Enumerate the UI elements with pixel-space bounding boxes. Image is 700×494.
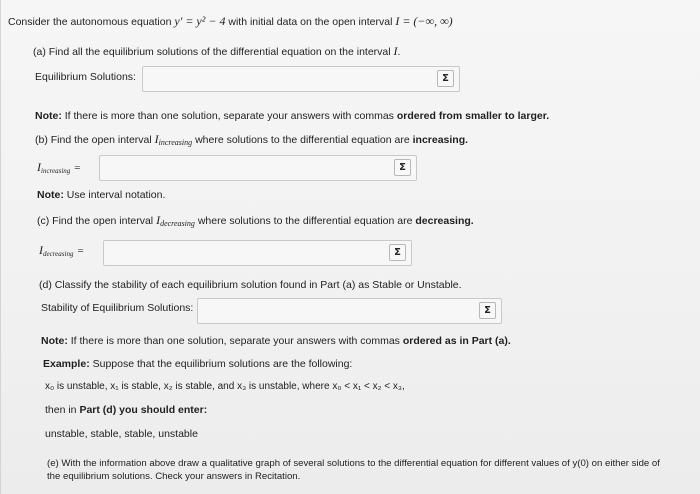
sigma-icon[interactable]: Σ (394, 159, 411, 176)
note-1-label: Note: (35, 110, 62, 122)
increasing-interval-input[interactable] (99, 155, 417, 181)
example-part-0: x₀ is unstable, (45, 381, 108, 392)
intro-line (8, 14, 453, 29)
part-a-interval: I (393, 44, 398, 58)
part-b-subscript: increasing (158, 138, 193, 147)
increasing-label-symbol: I (37, 160, 41, 174)
equilibrium-label: Equilibrium Solutions: (35, 71, 136, 83)
part-e-line-2: the equilibrium solutions. Check your answers in Recitation. (47, 471, 301, 482)
increasing-label: Iincreasing = (37, 160, 81, 175)
note-2-label: Note: (37, 189, 64, 201)
part-b-prefix: (b) Find the open interval (35, 134, 152, 146)
example-text: Suppose that the equilibrium solutions are the following: (92, 358, 353, 370)
example-stability-line (45, 381, 405, 392)
example-heading (43, 358, 352, 370)
note-1-text: If there is more than one solution, separate your answers with commas (64, 110, 394, 122)
sigma-icon[interactable]: Σ (389, 244, 406, 261)
decreasing-label-subscript: decreasing (43, 250, 74, 258)
example-then-prefix: then in (45, 404, 77, 416)
example-part-4: x₀ < x₁ < x₂ < x₃, (332, 381, 405, 392)
example-part-1: x₁ is stable, (110, 381, 161, 392)
note-3-text: If there is more than one solution, separate your answers with commas (70, 335, 400, 347)
decreasing-label: Idecreasing = (39, 243, 84, 258)
stability-label: Stability of Equilibrium Solutions: (41, 302, 194, 314)
part-c-suffix: where solutions to the differential equation are (197, 215, 413, 227)
example-label: Example: (43, 358, 90, 370)
intro-interval: I = (−∞, ∞) (395, 14, 453, 28)
stability-input[interactable] (197, 298, 502, 324)
note-1-bold: ordered from smaller to larger. (396, 110, 550, 122)
part-c-question (37, 213, 474, 228)
note-3-label: Note: (41, 335, 68, 347)
example-then-bold: Part (d) you should enter: (79, 404, 208, 416)
part-e-line-1: (e) With the information above draw a qualitative graph of several solutions to the differential equation for different values of y(0) on either side of (47, 458, 660, 469)
note-3 (41, 335, 511, 347)
example-part-2: x₂ is stable, and (163, 381, 235, 392)
note-1 (35, 110, 549, 122)
part-a-text: (a) Find all the equilibrium solutions of the differential equation on the interval (33, 46, 391, 58)
example-then-line (45, 404, 207, 416)
intro-prefix: Consider the autonomous equation (8, 16, 172, 28)
equilibrium-solutions-input[interactable] (142, 66, 460, 92)
example-part-3: x₃ is unstable, where (237, 381, 330, 392)
note-2-text: Use interval notation. (66, 189, 166, 201)
part-b-symbol: I (154, 132, 159, 146)
part-b-question (35, 132, 468, 147)
part-c-symbol: I (156, 213, 161, 227)
part-a-question: (a) Find all the equilibrium solutions of the differential equation on the interval I. (33, 44, 401, 58)
intro-middle: with initial data on the open interval (228, 16, 393, 28)
part-b-suffix: where solutions to the differential equation are (195, 134, 410, 146)
part-c-prefix: (c) Find the open interval (37, 215, 154, 227)
sigma-icon[interactable]: Σ (437, 70, 454, 87)
intro-equation: y′ = y² − 4 (174, 14, 226, 28)
decreasing-label-symbol: I (39, 243, 43, 257)
increasing-label-subscript: increasing (41, 167, 71, 175)
example-answer: unstable, stable, stable, unstable (45, 428, 198, 440)
part-c-subscript: decreasing (160, 219, 195, 228)
part-c-emphasis: decreasing. (415, 215, 474, 227)
decreasing-interval-input[interactable] (103, 240, 412, 266)
sigma-icon[interactable]: Σ (479, 302, 496, 319)
note-2 (37, 189, 165, 201)
part-d-question: (d) Classify the stability of each equilibrium solution found in Part (a) as Stable or Unstable. (39, 279, 462, 291)
note-3-bold: ordered as in Part (a). (402, 335, 511, 347)
part-b-emphasis: increasing. (412, 134, 469, 146)
